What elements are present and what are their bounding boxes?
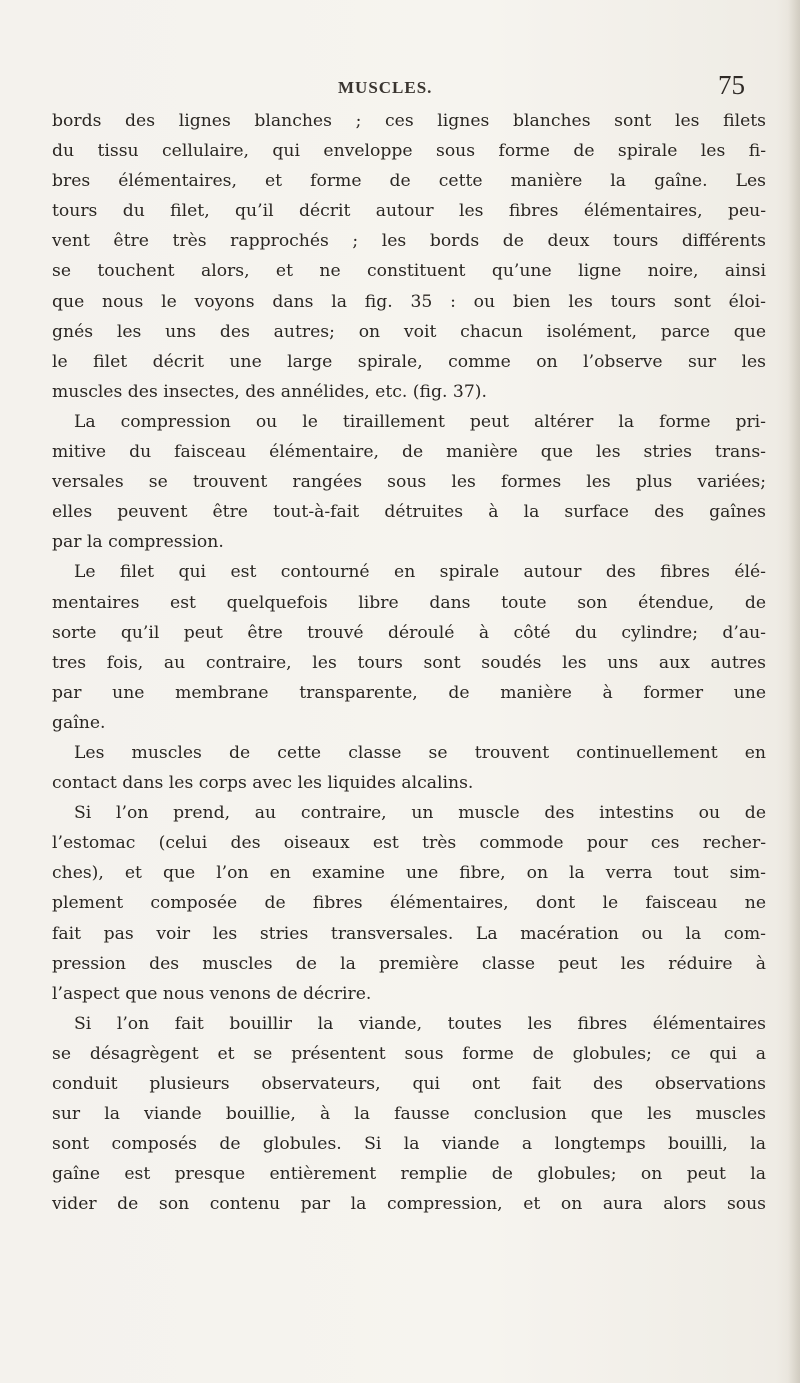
paragraph-first-line: La compression ou le tiraillement peut altérer la forme pri- bbox=[74, 411, 766, 432]
text-line: sorte qu’il peut être trouvé déroulé à côté du cylindre; d’au- bbox=[52, 622, 766, 643]
text-line: conduit plusieurs observateurs, qui ont fait des observations bbox=[52, 1074, 766, 1094]
text-line: mitive du faisceau élémentaire, de manière que les stries trans- bbox=[52, 442, 766, 463]
text-line: muscles des insectes, des annélides, etc. (fig. 37). bbox=[52, 381, 487, 402]
text-line: bres élémentaires, et forme de cette manière la gaîne. Les bbox=[52, 171, 766, 192]
text-line: l’estomac (celui des oiseaux est très commode pour ces recher- bbox=[52, 833, 766, 854]
text-line: versales se trouvent rangées sous les formes les plus variées; bbox=[52, 472, 766, 493]
text-line: gnés les uns des autres; on voit chacun isolément, parce que bbox=[52, 321, 766, 342]
text-line: tours du filet, qu’il décrit autour les fibres élémentaires, peu- bbox=[52, 201, 766, 222]
text-line: gaîne. bbox=[52, 712, 106, 733]
text-line: du tissu cellulaire, qui enveloppe sous forme de spirale les fi- bbox=[52, 141, 766, 162]
text-line: gaîne est presque entièrement remplie de globules; on peut la bbox=[52, 1164, 766, 1185]
text-line: fait pas voir les stries transversales. La macération ou la com- bbox=[52, 923, 766, 944]
paragraph-first-line: Le filet qui est contourné en spirale autour des fibres élé- bbox=[74, 562, 766, 583]
text-line: par une membrane transparente, de manière à former une bbox=[52, 682, 766, 703]
running-head: MUSCLES. bbox=[338, 78, 433, 97]
body-text bbox=[52, 106, 766, 1219]
paragraph-first-line: Les muscles de cette classe se trouvent continuellement en bbox=[74, 742, 766, 763]
text-line: se touchent alors, et ne constituent qu’une ligne noire, ainsi bbox=[52, 261, 766, 282]
text-line: le filet décrit une large spirale, comme on l’observe sur les bbox=[52, 351, 766, 372]
text-line: elles peuvent être tout-à-fait détruites à la surface des gaînes bbox=[52, 502, 766, 523]
text-line: mentaires est quelquefois libre dans toute son étendue, de bbox=[52, 592, 766, 613]
text-line: pression des muscles de la première classe peut les réduire à bbox=[52, 953, 766, 974]
text-line: vent être très rapprochés ; les bords de deux tours différents bbox=[52, 231, 766, 252]
page-edge-shadow bbox=[788, 0, 800, 1383]
text-line: plement composée de fibres élémentaires, dont le faisceau ne bbox=[52, 893, 766, 914]
text-line: sont composés de globules. Si la viande a longtemps bouilli, la bbox=[52, 1134, 766, 1155]
text-line: vider de son contenu par la compression, et on aura alors sous bbox=[52, 1194, 766, 1215]
text-line: ches), et que l’on en examine une fibre, on la verra tout sim- bbox=[52, 863, 766, 884]
text-line: l’aspect que nous venons de décrire. bbox=[52, 983, 372, 1004]
paragraph-first-line: Si l’on prend, au contraire, un muscle des intestins ou de bbox=[74, 803, 766, 824]
text-line: contact dans les corps avec les liquides alcalins. bbox=[52, 773, 474, 794]
text-line: par la compression. bbox=[52, 532, 224, 553]
text-line: tres fois, au contraire, les tours sont soudés les uns aux autres bbox=[52, 652, 766, 673]
paragraph-first-line: Si l’on fait bouillir la viande, toutes les fibres élémentaires bbox=[74, 1013, 766, 1034]
text-line: se désagrègent et se présentent sous forme de globules; ce qui a bbox=[52, 1043, 766, 1064]
page-number: 75 bbox=[718, 70, 745, 100]
text-line: sur la viande bouillie, à la fausse conclusion que les muscles bbox=[52, 1104, 766, 1125]
text-line: bords des lignes blanches ; ces lignes blanches sont les filets bbox=[52, 111, 766, 131]
text-line: que nous le voyons dans la fig. 35 : ou bien les tours sont éloi- bbox=[52, 291, 766, 312]
